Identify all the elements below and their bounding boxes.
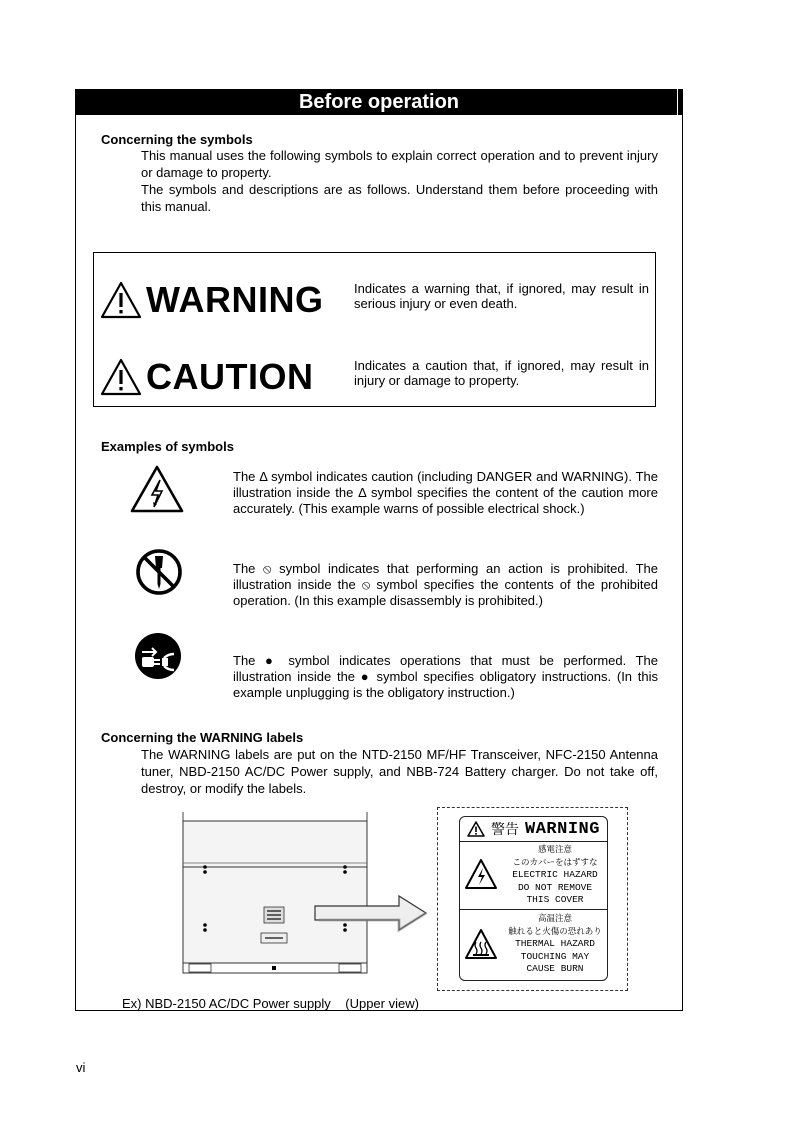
page-number: vi <box>76 1060 86 1075</box>
labels-heading: Concerning the WARNING labels <box>101 730 304 745</box>
warning-triangle-icon <box>467 821 485 837</box>
caution-word: CAUTION <box>146 356 314 397</box>
examples-heading: Examples of symbols <box>101 439 234 454</box>
electric-shock-triangle-icon <box>129 464 185 514</box>
example-text-obligatory: The ● symbol indicates operations that must be performed. The illustration inside the ● symbol specifies obligatory instructions. (In this example unplugging is the obligatory instruction.) <box>233 653 658 700</box>
warning-triangle-icon <box>100 281 142 319</box>
symbols-intro <box>141 147 658 215</box>
example-text-prohibited: The ⦸ symbol indicates that performing an action is prohibited. The illustration inside the ⦸ symbol specifies the contents of the prohibited operation. (In this example disassembly is prohibited.) <box>233 561 658 608</box>
symbols-para-2: The symbols and descriptions are as follows. Understand them before proceeding with this manual. <box>141 182 658 214</box>
electric-hazard-icon <box>464 858 498 890</box>
label-jp-title: 警告 <box>491 821 520 837</box>
warning-signal <box>100 281 324 319</box>
warning-label <box>459 816 608 981</box>
figure-caption: Ex) NBD-2150 AC/DC Power supply (Upper view) <box>122 996 419 1011</box>
warning-label-header <box>460 817 607 842</box>
power-supply-illustration <box>179 809 429 977</box>
labels-para: The WARNING labels are put on the NTD-2150 MF/HF Transceiver, NFC-2150 Antenna tuner, NBD-2150 AC/DC Power supply, and NBB-724 Battery charger. Do not take off, destroy, or modify the labels. <box>141 747 658 796</box>
thermal-hazard-section <box>460 910 607 980</box>
label-en-title: WARNING <box>525 819 600 839</box>
thermal-hazard-icon <box>464 928 498 960</box>
electric-hazard-section <box>460 841 607 910</box>
no-disassembly-icon <box>135 548 183 596</box>
section-title-bar <box>75 89 683 115</box>
unplug-icon <box>134 632 182 680</box>
symbols-para-1: This manual uses the following symbols to explain correct operation and to prevent injury or damage to property. <box>141 148 658 180</box>
symbols-heading: Concerning the symbols <box>101 132 253 147</box>
warning-description: Indicates a warning that, if ignored, may result in serious injury or even death. <box>354 281 649 311</box>
caution-description: Indicates a caution that, if ignored, may result in injury or damage to property. <box>354 358 649 388</box>
labels-paragraph <box>141 746 658 797</box>
warning-word: WARNING <box>146 279 324 320</box>
caution-signal <box>100 358 314 396</box>
example-text-caution: The Δ symbol indicates caution (including DANGER and WARNING). The illustration inside the Δ symbol specifies the content of the caution more accurately. (This example warns of possible electrical shock.) <box>233 469 658 516</box>
electric-hazard-text: 感電注意 このカバーをはずすな ELECTRIC HAZARD DO NOT REMOVE THIS COVER <box>512 845 598 906</box>
page-title: Before operation <box>298 91 460 113</box>
title-bar-accent <box>677 89 681 115</box>
caution-triangle-icon <box>100 358 142 396</box>
thermal-hazard-text: 高温注意 触れると火傷の恐れあり THERMAL HAZARD TOUCHING MAY CAUSE BURN <box>508 914 602 975</box>
